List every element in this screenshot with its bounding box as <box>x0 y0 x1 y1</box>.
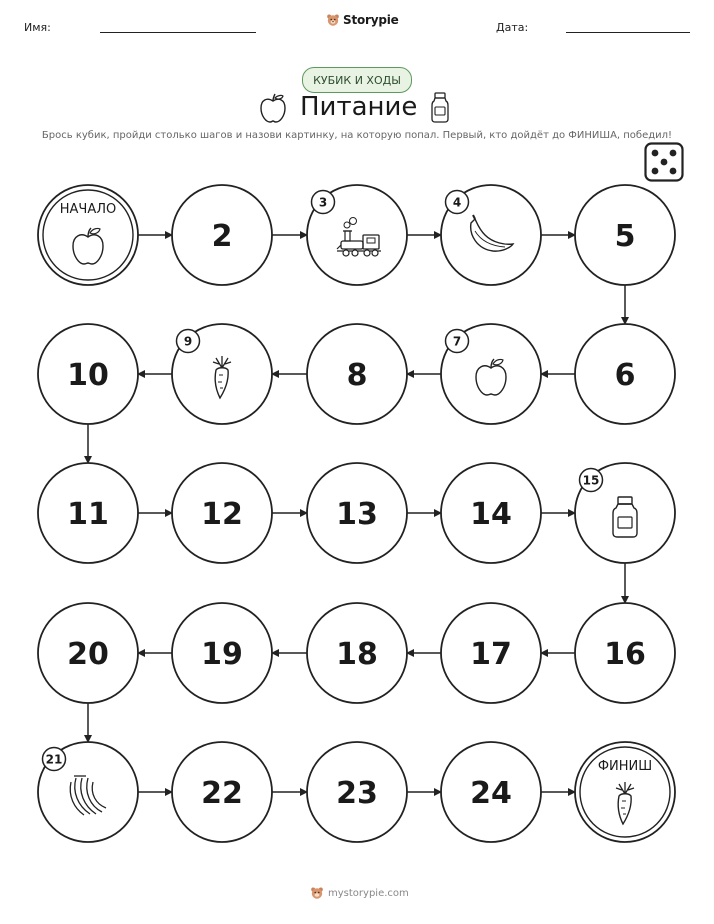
board-cell-20 <box>38 603 138 703</box>
cell-number: 24 <box>470 776 512 811</box>
cell-number: 9 <box>183 334 193 349</box>
game-type-badge: КУБИК И ХОДЫ <box>302 67 412 93</box>
date-label: Дата: <box>496 21 529 34</box>
cell-number: 19 <box>201 637 243 672</box>
board-cell-18 <box>307 603 407 703</box>
cell-number: 4 <box>452 195 462 210</box>
board-cell-3 <box>307 185 407 285</box>
page-title: Питание <box>300 92 418 122</box>
cell-number: 10 <box>67 358 109 393</box>
cell-number: 11 <box>67 497 109 532</box>
board-cell-24 <box>441 742 541 842</box>
board-cell-14 <box>441 463 541 563</box>
cell-number: 6 <box>614 358 636 393</box>
cell-number: 13 <box>336 497 378 532</box>
board-cell-start <box>38 185 138 285</box>
board-cell-7 <box>441 324 541 424</box>
cell-number: 21 <box>45 752 63 767</box>
board-cell-13 <box>307 463 407 563</box>
cell-number: 17 <box>470 637 512 672</box>
cell-number: 23 <box>336 776 378 811</box>
footer-url: mystorypie.com <box>328 887 409 899</box>
cell-number: 20 <box>67 637 109 672</box>
cell-number: 3 <box>318 195 328 210</box>
cell-number: 18 <box>336 637 378 672</box>
board-cell-8 <box>307 324 407 424</box>
board-cell-5 <box>575 185 675 285</box>
brand-name: Storypie <box>343 13 399 27</box>
board-cell-4 <box>441 185 541 285</box>
cell-label: ФИНИШ <box>597 759 653 774</box>
board-cell-23 <box>307 742 407 842</box>
board-cell-15 <box>575 463 675 563</box>
cell-number: 5 <box>614 219 636 254</box>
board-cell-12 <box>172 463 272 563</box>
cell-number: 22 <box>201 776 243 811</box>
name-label: Имя: <box>24 21 51 34</box>
cell-number: 16 <box>604 637 646 672</box>
cell-number: 12 <box>201 497 243 532</box>
cell-number: 8 <box>346 358 368 393</box>
board-cell-10 <box>38 324 138 424</box>
board-cells <box>38 185 675 842</box>
board-cell-9 <box>172 324 272 424</box>
board-cell-21 <box>38 742 138 842</box>
cell-label: НАЧАЛО <box>59 202 117 217</box>
board-cell-17 <box>441 603 541 703</box>
bear-icon <box>310 886 324 900</box>
board-cell-22 <box>172 742 272 842</box>
instructions: Брось кубик, пройди столько шагов и назови картинку, на которую попал. Первый, кто дойдёт до ФИНИША, победил! <box>41 130 673 141</box>
board-cell-2 <box>172 185 272 285</box>
board-cell-6 <box>575 324 675 424</box>
cell-number: 14 <box>470 497 512 532</box>
board-cell-19 <box>172 603 272 703</box>
board-cell-16 <box>575 603 675 703</box>
cell-number: 2 <box>211 219 233 254</box>
cell-number: 15 <box>582 473 600 488</box>
cell-number: 7 <box>452 334 462 349</box>
board-cell-11 <box>38 463 138 563</box>
footer <box>310 886 409 900</box>
board-cell-finish <box>575 742 675 842</box>
